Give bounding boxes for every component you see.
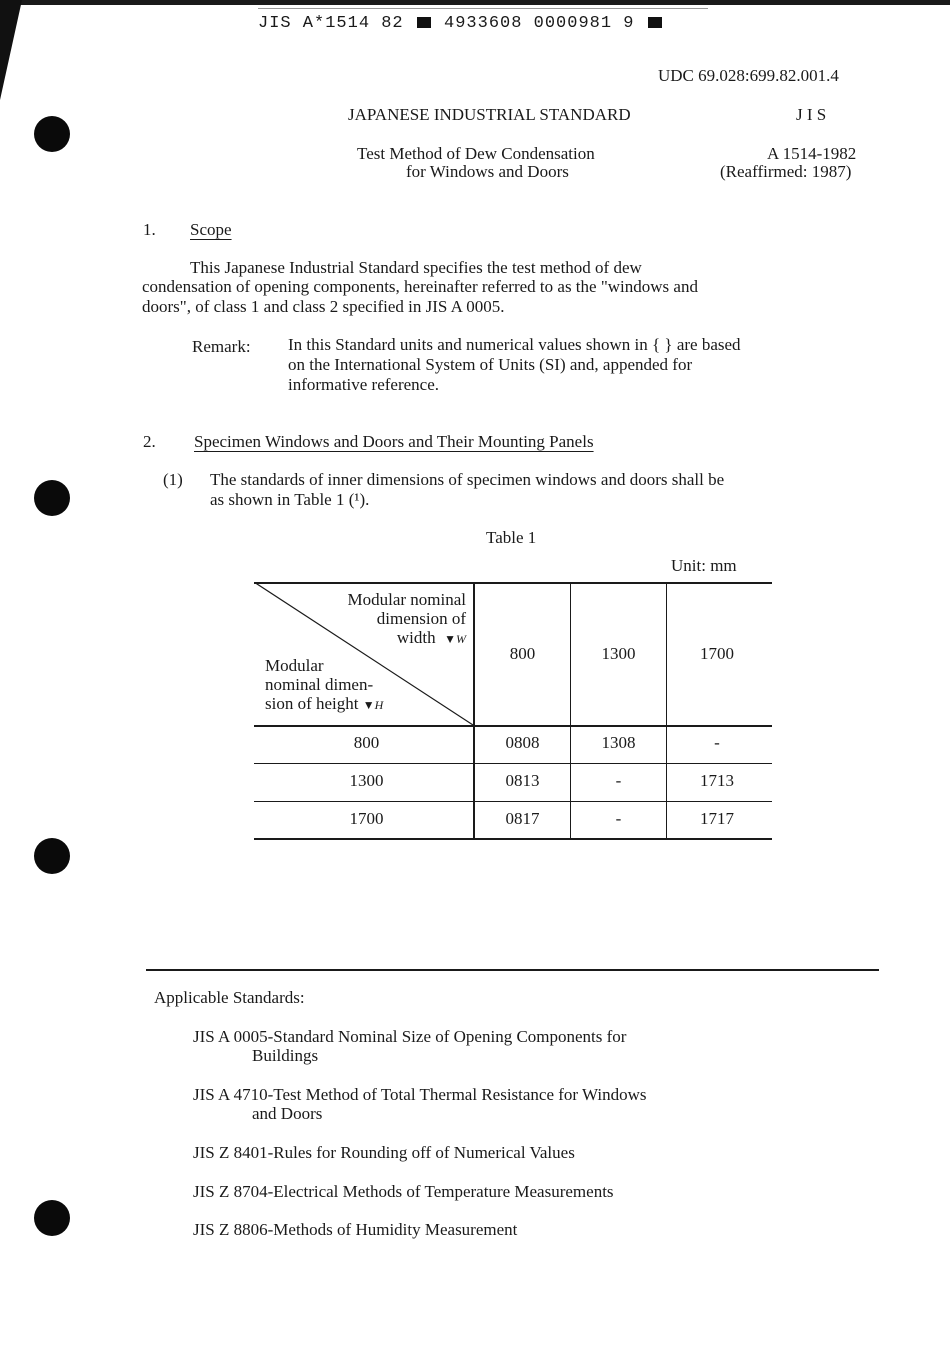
document-title-line2: for Windows and Doors [406,162,569,181]
height-header-line: nominal dimen- [265,675,374,694]
remark-line: informative reference. [288,375,440,394]
reaffirmed-note: (Reaffirmed: 1987) [720,162,852,181]
scan-block-mark [417,17,431,28]
row-header: 1700 [349,809,384,828]
table-rule [254,801,772,802]
height-header-line: Modular [265,656,324,675]
standard-ref-line: and Doors [252,1104,323,1123]
table-cell: 0813 [505,771,540,790]
standard-number: A 1514-1982 [767,144,857,163]
table-unit: Unit: mm [671,556,737,575]
column-header: 1300 [601,644,636,663]
table-rule [254,763,772,764]
table-cell: 1717 [700,809,734,828]
standard-ref-line: JIS Z 8806-Methods of Humidity Measurement [193,1220,518,1239]
scan-top-border [0,0,950,5]
width-header-line: dimension of [376,609,466,628]
table-title: Table 1 [486,528,537,547]
table-column-line [666,582,667,840]
section1-paragraph-line: This Japanese Industrial Standard specifies the test method of dew [190,258,642,277]
section2-heading: Specimen Windows and Doors and Their Mounting Panels [194,432,594,451]
table-cell: 0808 [505,733,540,752]
width-symbol: ▼W [444,632,466,646]
height-header [265,656,415,715]
section1-heading: Scope [190,220,232,239]
standard-ref-line: JIS Z 8401-Rules for Rounding off of Numerical Values [193,1143,575,1162]
row-header: 800 [353,733,380,752]
section2-number: 2. [143,432,156,451]
dimensions-table [254,582,772,840]
footnote-rule [146,969,879,971]
scan-header-code: JIS A*1514 82 [258,14,404,33]
scan-header [258,14,664,33]
udc-code: UDC 69.028:699.82.001.4 [658,66,839,85]
table-cell: - [615,809,622,828]
table-cell: - [615,771,622,790]
table-cell: 0817 [505,809,540,828]
remark-line: on the International System of Units (SI) and, appended for [288,355,693,374]
standard-ref-line: JIS A 4710-Test Method of Total Thermal Resistance for Windows [193,1085,647,1104]
remark-line: In this Standard units and numerical values shown in { } are based [288,335,741,354]
remark-label: Remark: [192,337,251,356]
scan-corner-mark [0,0,22,100]
standard-ref-line: JIS A 0005-Standard Nominal Size of Opening Components for [193,1027,627,1046]
scan-header-number: 4933608 0000981 9 [444,14,635,33]
section1-number: 1. [143,220,156,239]
punch-hole [34,480,70,516]
item-line: The standards of inner dimensions of specimen windows and doors shall be [210,470,725,489]
table-rule [254,838,772,840]
width-header [314,590,466,649]
standard-ref-line: Buildings [252,1046,319,1065]
organization-title: JAPANESE INDUSTRIAL STANDARD [348,105,631,124]
jis-mark: J I S [796,105,827,124]
row-header: 1300 [349,771,384,790]
applicable-standards-heading: Applicable Standards: [154,988,305,1007]
standard-ref-line: JIS Z 8704-Electrical Methods of Temperature Measurements [193,1182,614,1201]
scan-header-rule [258,8,708,9]
width-header-line: Modular nominal [347,590,466,609]
punch-hole [34,1200,70,1236]
section1-paragraph-line: condensation of opening components, hereinafter referred to as the "windows and [142,277,698,296]
section1-paragraph-line: doors", of class 1 and class 2 specified in JIS A 0005. [142,297,505,316]
item-line: as shown in Table 1 (¹). [210,490,370,509]
item-number: (1) [163,470,183,489]
document-title-line1: Test Method of Dew Condensation [357,144,595,163]
punch-hole [34,116,70,152]
width-header-line: width [396,628,436,647]
table-column-line [570,582,571,840]
table-cell: 1308 [601,733,636,752]
column-header: 800 [509,644,536,663]
table-cell: - [714,733,720,752]
height-symbol: ▼H [362,698,384,712]
scan-block-mark [648,17,662,28]
punch-hole [34,838,70,874]
column-header: 1700 [700,644,734,663]
height-header-line: sion of height [265,694,359,713]
table-cell: 1713 [700,771,734,790]
